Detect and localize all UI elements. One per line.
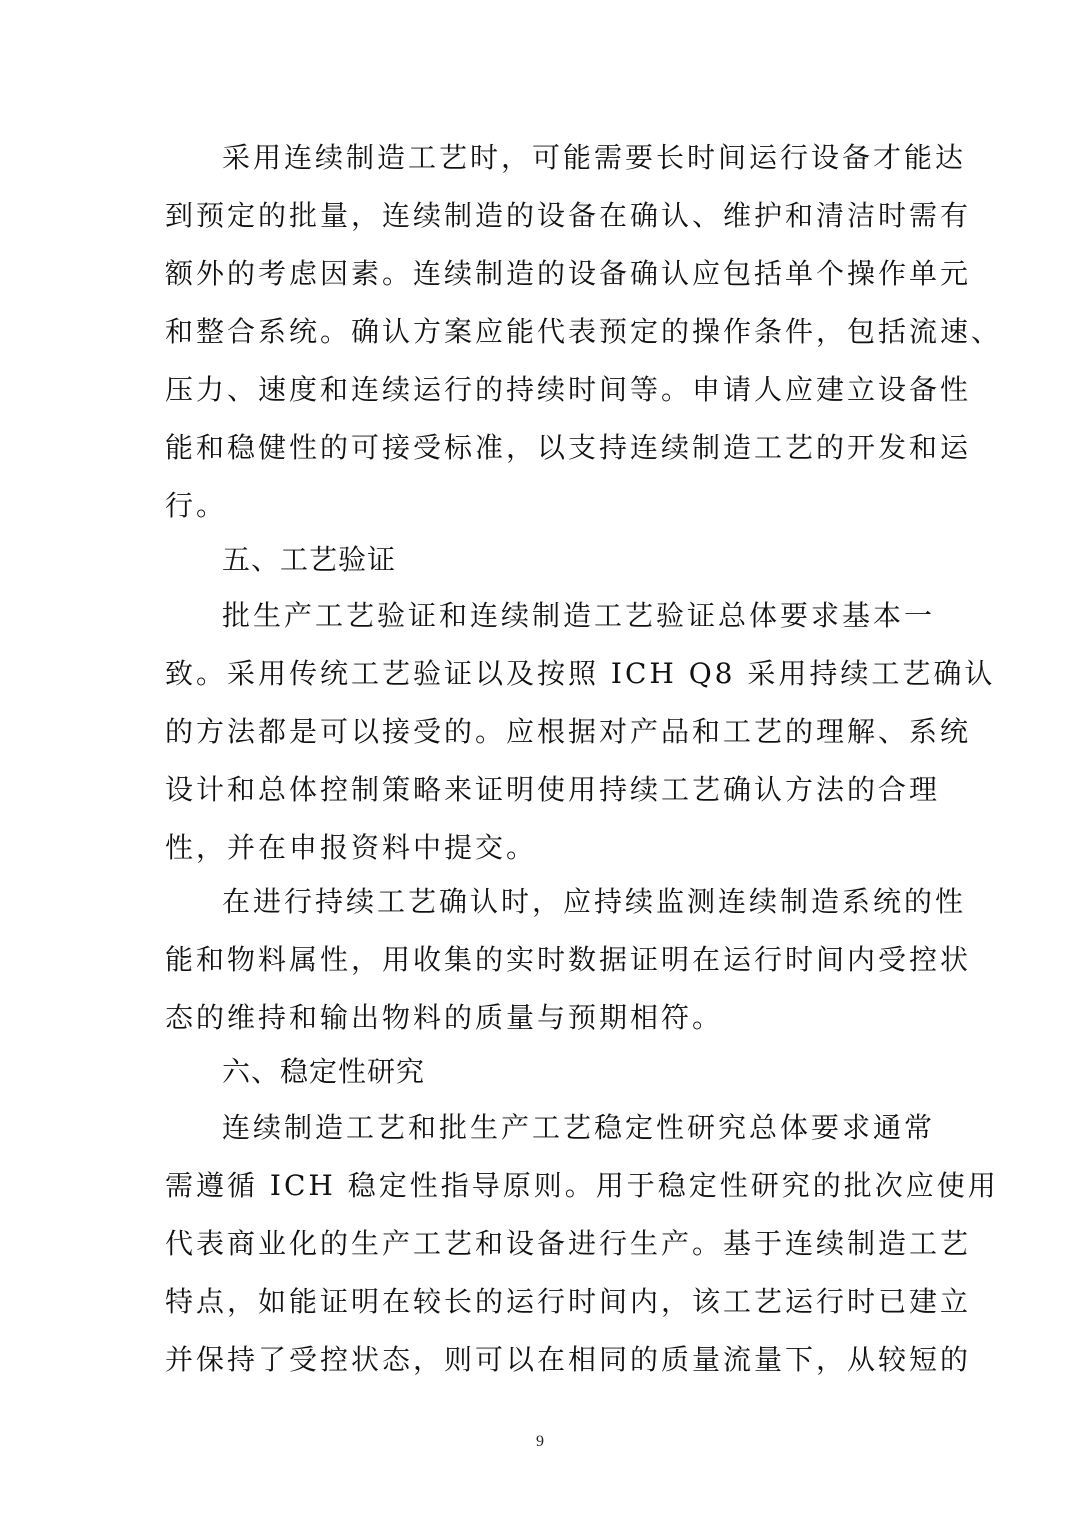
paragraph-line: 设计和总体控制策略来证明使用持续工艺确认方法的合理 [165,773,941,806]
paragraph-line: 压力、速度和连续运行的持续时间等。申请人应建立设备性 [165,373,972,406]
paragraph-line: 特点，如能证明在较长的运行时间内，该工艺运行时已建立 [165,1285,972,1318]
paragraph-line: 连续制造工艺和批生产工艺稳定性研究总体要求通常 [222,1111,936,1144]
paragraph-line: 行。 [165,489,228,522]
paragraph-line: 批生产工艺验证和连续制造工艺验证总体要求基本一 [222,599,936,632]
paragraph-line: 性，并在申报资料中提交。 [165,831,538,864]
paragraph-line: 代表商业化的生产工艺和设备进行生产。基于连续制造工艺 [165,1227,972,1260]
paragraph-line: 到预定的批量，连续制造的设备在确认、维护和清洁时需有 [165,199,972,232]
page-number: 9 [536,1433,544,1450]
paragraph-line: 采用连续制造工艺时，可能需要长时间运行设备才能达 [222,141,967,174]
paragraph-line: 能和物料属性，用收集的实时数据证明在运行时间内受控状 [165,943,972,976]
paragraph-line: 和整合系统。确认方案应能代表预定的操作条件，包括流速、 [165,315,1003,348]
paragraph-line: 额外的考虑因素。连续制造的设备确认应包括单个操作单元 [165,257,972,290]
paragraph-line: 并保持了受控状态，则可以在相同的质量流量下，从较短的 [165,1343,972,1376]
section-heading-stability-study: 六、稳定性研究 [222,1055,426,1088]
paragraph-line: 能和稳健性的可接受标准，以支持连续制造工艺的开发和运 [165,431,972,464]
paragraph-line: 态的维持和输出物料的质量与预期相符。 [165,1001,724,1034]
section-heading-process-validation: 五、工艺验证 [222,543,397,576]
paragraph-line: 的方法都是可以接受的。应根据对产品和工艺的理解、系统 [165,715,972,748]
paragraph-line: 在进行持续工艺确认时，应持续监测连续制造系统的性 [222,885,967,918]
paragraph-line: 需遵循 ICH 稳定性指导原则。用于稳定性研究的批次应使用 [165,1169,999,1202]
paragraph-line: 致。采用传统工艺验证以及按照 ICH Q8 采用持续工艺确认 [165,657,996,690]
